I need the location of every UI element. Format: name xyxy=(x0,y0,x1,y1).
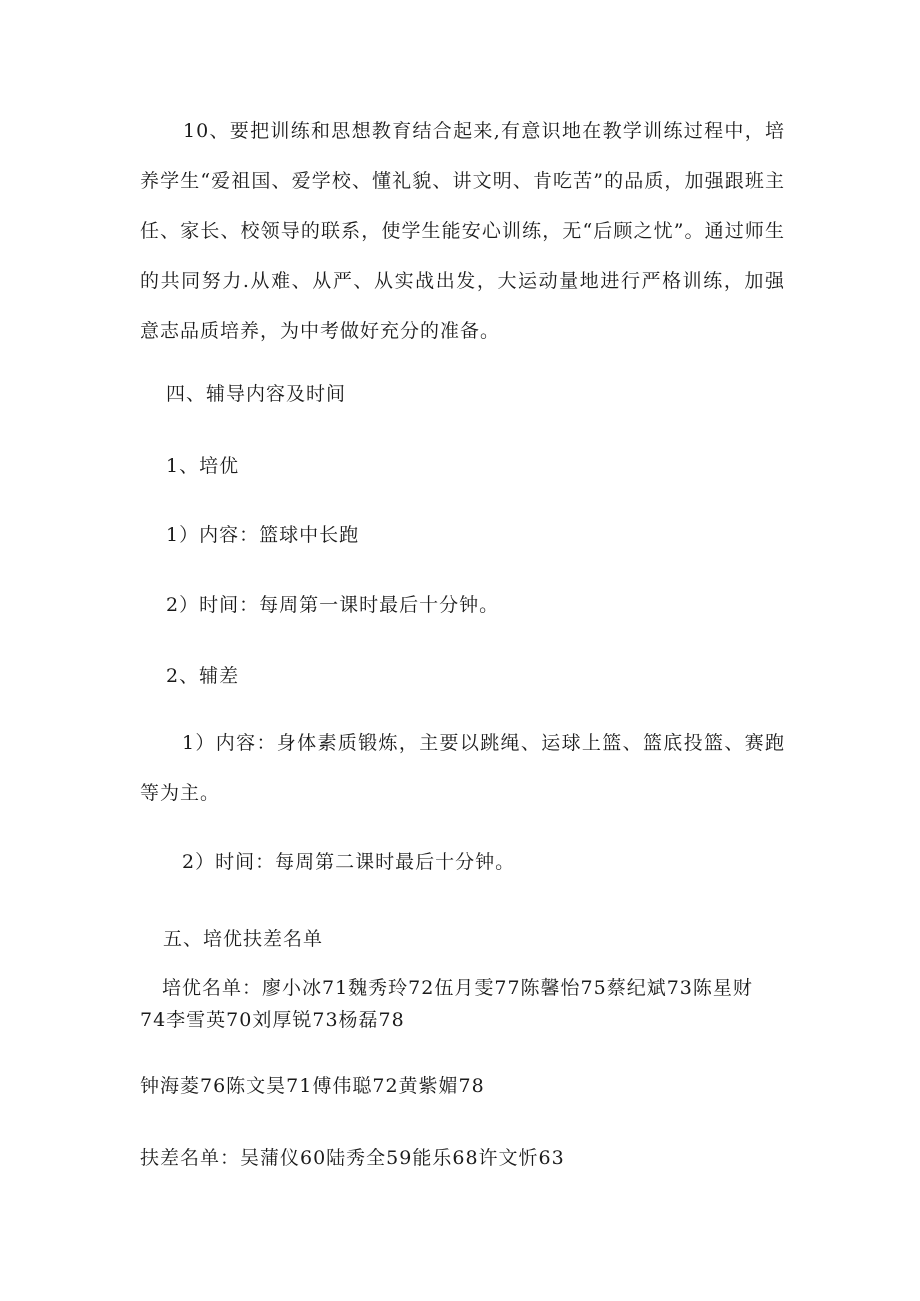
section-heading-5: 五、培优扶差名单 xyxy=(163,928,324,950)
support-student-list: 扶差名单：吴蒲仪60陆秀全59能乐68许文忻63 xyxy=(140,1147,565,1169)
paragraph-10: 10、要把训练和思想教育结合起来,有意识地在教学训练过程中，培养学生“爱祖国、爱学校、懂礼貌、讲文明、肯吃苦”的品质，加强跟班主任、家长、校领导的联系，使学生能安心训练，无“后顾之忧”。通过师生的共同努力.从难、从严、从实战出发，大运动量地进行严格训练，加强意志品质培养，为中考做好充分的准备。 xyxy=(140,120,785,342)
item-1-content: 1）内容：篮球中长跑 xyxy=(166,524,360,546)
top-student-list-continued: 钟海菱76陈文昊71傅伟聪72黄紫媚78 xyxy=(140,1075,485,1097)
subheading-1: 1、培优 xyxy=(166,455,240,477)
item-2-time: 2）时间：每周第二课时最后十分钟。 xyxy=(182,851,516,873)
item-2-content: 1）内容：身体素质锻炼，主要以跳绳、运球上篮、篮底投篮、赛跑等为主。 xyxy=(140,732,785,804)
top-student-list: 培优名单：廖小冰71魏秀玲72伍月雯77陈馨怡75蔡纪斌73陈星财74李雪英70刘厚锐73杨磊78 xyxy=(140,977,753,1031)
item-1-time: 2）时间：每周第一课时最后十分钟。 xyxy=(166,594,500,616)
subheading-2: 2、辅差 xyxy=(166,665,240,687)
section-heading-4: 四、辅导内容及时间 xyxy=(166,383,347,405)
